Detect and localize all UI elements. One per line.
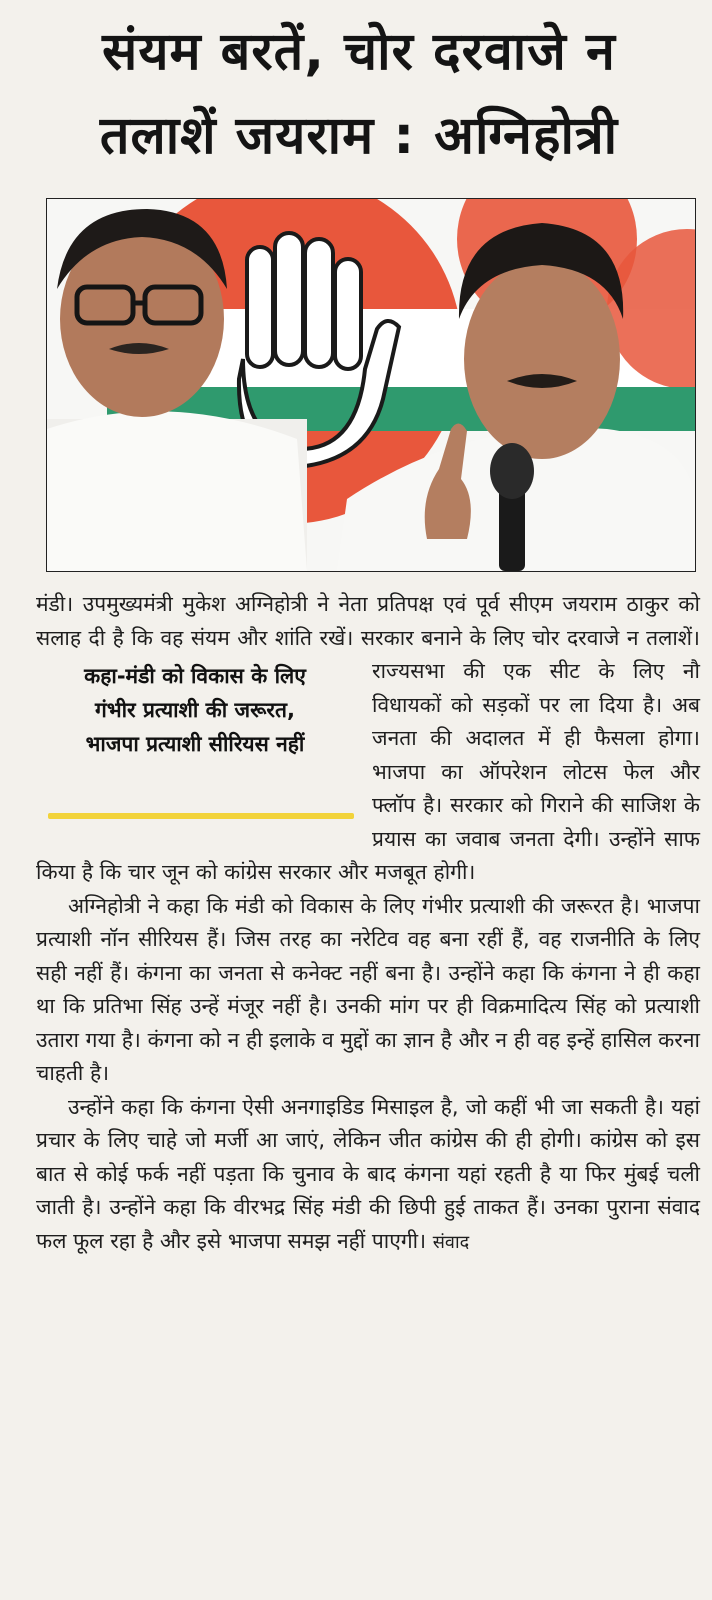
headline: [24, 10, 694, 178]
pullquote-line-2: गंभीर प्रत्याशी की जरूरत,: [95, 698, 295, 722]
article-paragraph-1: [36, 588, 700, 890]
photo-illustration: [47, 199, 695, 571]
article-body: [36, 588, 700, 1259]
pullquote-underline: [48, 813, 354, 819]
headline-line-1: संयम बरतें, चोर दरवाजे न: [102, 22, 616, 82]
article-para1-lead: मंडी। उपमुख्यमंत्री मुकेश अग्निहोत्री ने नेता प्रतिपक्ष एवं पूर्व सीएम जयराम ठाकुर को सलाह दी है कि वह संयम और शांति रखें। सरकार बनाने के लिए चोर दरवाजे न तलाशें। राज्यसभा: [36, 592, 700, 683]
press-conference-photo: [46, 198, 696, 572]
pullquote-line-3: भाजपा प्रत्याशी सीरियस नहीं: [85, 732, 305, 756]
article-paragraph-3: [36, 1091, 700, 1260]
article-para3-text: उन्होंने कहा कि कंगना ऐसी अनगाइडिड मिसाइल है, जो कहीं भी जा सकती है। यहां प्रचार के लिए चाहे जो मर्जी आ जाएं, लेकिन जीत कांग्रेस की ही होगी। कांग्रेस को इस बात से कोई फर्क नहीं पड़ता कि चुनाव के बाद कंगना यहां रहती है या फिर मुंबई चली जाती है। उन्होंने कहा कि वीरभद्र सिंह मंडी की छिपी हुई ताकत हैं। उनका पुराना संवाद फल फूल रहा है और इसे भाजपा समझ नहीं पाएगी।: [36, 1094, 700, 1253]
article-paragraph-2: अग्निहोत्री ने कहा कि मंडी को विकास के लिए गंभीर प्रत्याशी की जरूरत है। भाजपा प्रत्याशी नॉन सीरियस हैं। जिस तरह का नरेटिव वह बना रहीं हैं, वह राजनीति के लिए सही नहीं हैं। कंगना का जनता से कनेक्ट नहीं बना है। उन्होंने कहा कि कंगना ने ही कहा था कि प्रतिभा सिंह उन्हें मंजूर नहीं है। उनकी मांग पर ही विक्रमादित्य सिंह को प्रत्याशी उतारा गया है। कंगना को न ही इलाके व मुद्दों का ज्ञान है और न ही वह इन्हें हासिल करना चाहती है।: [36, 893, 700, 1085]
headline-line-2: तलाशें जयराम : अग्निहोत्री: [99, 106, 619, 166]
reporter-credit: संवाद: [432, 1231, 470, 1253]
pullquote-line-1: कहा-मंडी को विकास के लिए: [84, 664, 306, 688]
pullquote: [36, 655, 354, 837]
article-para1-rest: की एक सीट के लिए नौ विधायकों को सड़कों पर ला दिया है। अब जनता की अदालत में ही फैसला होगा। भाजपा का ऑपरेशन लोटस फेल और फ्लॉप है। सरकार को गिराने की साजिश के प्रयास का जवाब जनता देगी। उन्होंने साफ किया है कि चार जून को कांग्रेस सरकार और मजबूत होगी।: [36, 659, 700, 884]
